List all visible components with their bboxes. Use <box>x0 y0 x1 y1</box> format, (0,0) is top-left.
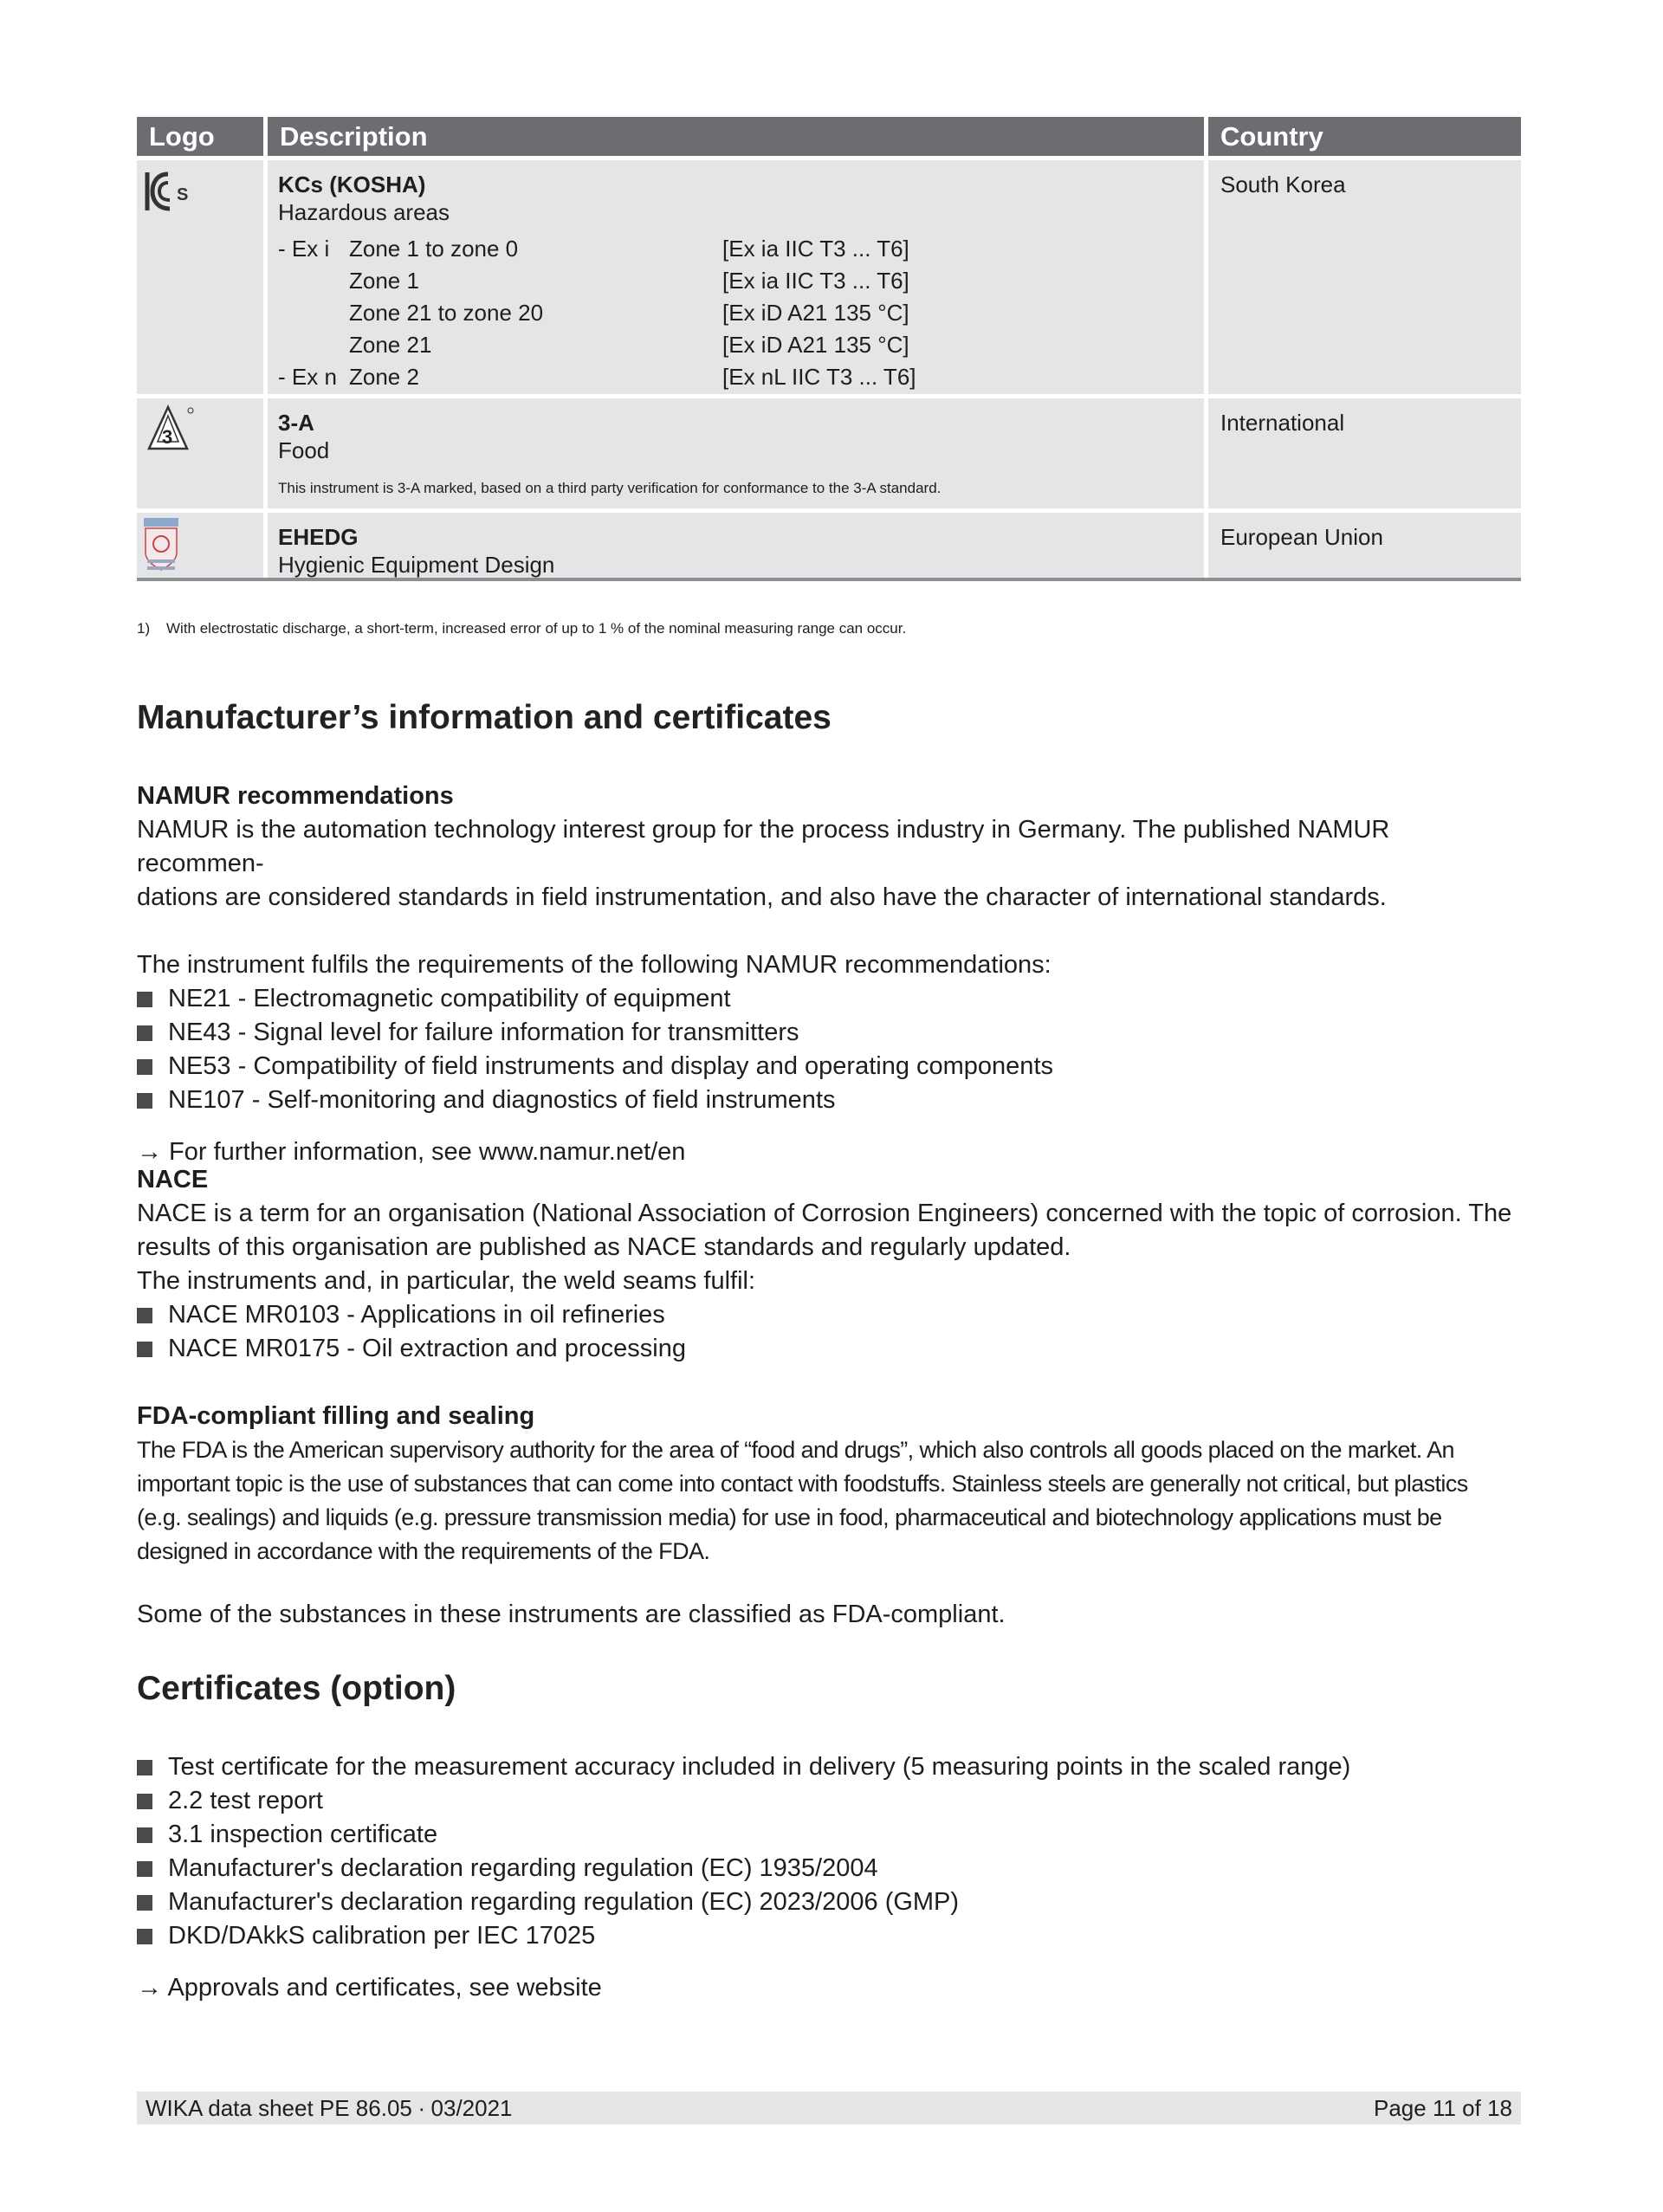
list-item <box>137 1298 1523 1332</box>
zone-protection: - Ex n <box>278 364 337 390</box>
country-name: South Korea <box>1220 171 1346 197</box>
fda-heading: FDA-compliant filling and sealing <box>137 1402 535 1430</box>
approval-note: This instrument is 3-A marked, based on a third party verification for conformance to the 3-A standard. <box>278 480 942 496</box>
zone-name: Zone 1 <box>349 268 419 294</box>
list-item <box>137 982 1523 1016</box>
list-item <box>137 1784 1523 1818</box>
namur-intro: The instrument fulfils the requirements of the following NAMUR recommendations: <box>137 951 1052 979</box>
svg-text:3: 3 <box>162 426 173 448</box>
list-item-text: DKD/DAkkS calibration per IEC 17025 <box>168 1922 596 1950</box>
3a-logo-icon <box>144 404 196 456</box>
zone-name: Zone 21 to zone 20 <box>349 300 544 326</box>
zone-list <box>278 233 1204 393</box>
country-cell <box>1208 398 1521 508</box>
zone-marking: [Ex iD A21 135 °C] <box>722 332 909 358</box>
fda-paragraph-line: designed in accordance with the requirements of the FDA. <box>137 1538 710 1564</box>
list-item-text: Manufacturer's declaration regarding regulation (EC) 2023/2006 (GMP) <box>168 1888 960 1916</box>
zone-name: Zone 21 <box>349 332 432 358</box>
description-cell <box>268 160 1204 394</box>
list-item <box>137 1016 1523 1050</box>
zone-protection <box>278 265 349 297</box>
table-header-row <box>137 117 1521 156</box>
list-item-text: Manufacturer's declaration regarding regulation (EC) 1935/2004 <box>168 1854 878 1882</box>
nace-heading: NACE <box>137 1166 209 1193</box>
list-item-text: Test certificate for the measurement accuracy included in delivery (5 measuring points in the scaled range) <box>168 1753 1351 1781</box>
zone-marking: [Ex ia IIC T3 ... T6] <box>722 268 909 294</box>
header-description: Description <box>268 117 1204 156</box>
bullet-square-icon <box>137 1059 152 1075</box>
list-item <box>137 1050 1523 1083</box>
list-item-text: NE107 - Self-monitoring and diagnostics of field instruments <box>168 1086 836 1114</box>
bullet-square-icon <box>137 992 152 1007</box>
list-item-text: 3.1 inspection certificate <box>168 1821 438 1848</box>
approval-title: EHEDG <box>278 524 359 550</box>
zone-marking: [Ex nL IIC T3 ... T6] <box>722 364 916 390</box>
footnote: 1) With electrostatic discharge, a short-term, increased error of up to 1 % of the nominal measuring range can occur. <box>137 620 907 637</box>
zone-marking: [Ex ia IIC T3 ... T6] <box>722 236 909 262</box>
zone-name: Zone 2 <box>349 364 419 390</box>
bullet-square-icon <box>137 1794 152 1809</box>
list-item-text: NE53 - Compatibility of field instruments and display and operating components <box>168 1052 1053 1080</box>
table-row <box>137 160 1521 394</box>
namur-link[interactable]: → For further information, see www.namur.net/en <box>137 1138 686 1166</box>
footer-document-id: WIKA data sheet PE 86.05 ∙ 03/2021 <box>146 2095 513 2121</box>
list-item <box>137 1818 1523 1852</box>
namur-paragraph-line: dations are considered standards in field instrumentation, and also have the character of international standards. <box>137 883 1387 911</box>
approvals-table <box>137 117 1521 579</box>
nace-paragraph-line: results of this organisation are published as NACE standards and regularly updated. <box>137 1233 1071 1261</box>
bullet-square-icon <box>137 1861 152 1877</box>
approval-title: 3-A <box>278 410 314 436</box>
country-name: European Union <box>1220 524 1383 550</box>
zone-row <box>278 233 1204 265</box>
fda-paragraph-line: The FDA is the American supervisory authority for the area of “food and drugs”, which also controls all goods placed on the market. An <box>137 1437 1454 1463</box>
list-item-text: NACE MR0103 - Applications in oil refineries <box>168 1301 665 1329</box>
country-cell <box>1208 513 1521 579</box>
list-item <box>137 1332 1523 1366</box>
bullet-square-icon <box>137 1308 152 1323</box>
namur-heading: NAMUR recommendations <box>137 782 454 810</box>
approval-subtitle: Hazardous areas <box>278 199 450 225</box>
footer-page-number: Page 11 of 18 <box>1374 2095 1512 2121</box>
nace-section <box>137 1163 1523 1366</box>
certificates-link[interactable]: → Approvals and certificates, see website <box>137 1974 602 2002</box>
bullet-square-icon <box>137 1025 152 1041</box>
bullet-square-icon <box>137 1827 152 1843</box>
zone-row <box>278 361 1204 393</box>
approval-title: KCs (KOSHA) <box>278 171 426 197</box>
fda-section <box>137 1400 1523 1632</box>
list-item-text: NE43 - Signal level for failure information for transmitters <box>168 1019 799 1046</box>
bullet-square-icon <box>137 1760 152 1775</box>
header-logo: Logo <box>137 117 263 156</box>
list-item-text: NE21 - Electromagnetic compatibility of equipment <box>168 985 731 1012</box>
list-item-text: NACE MR0175 - Oil extraction and processing <box>168 1335 686 1362</box>
zone-protection <box>278 329 349 361</box>
bullet-square-icon <box>137 1342 152 1357</box>
logo-cell <box>137 160 263 394</box>
approval-subtitle: Hygienic Equipment Design <box>278 552 555 578</box>
country-cell <box>1208 160 1521 394</box>
nace-paragraph-line: NACE is a term for an organisation (National Association of Corrosion Engineers) concerned with the topic of corrosion. The <box>137 1200 1512 1227</box>
logo-cell <box>137 398 263 508</box>
fda-paragraph: Some of the substances in these instruments are classified as FDA-compliant. <box>137 1601 1006 1628</box>
description-cell <box>268 398 1204 508</box>
fda-paragraph-line: important topic is the use of substances that can come into contact with foodstuffs. Stainless steels are generally not critical, but plastics <box>137 1471 1468 1497</box>
table-bottom-rule <box>137 578 1521 581</box>
zone-row <box>278 297 1204 329</box>
section-heading-manufacturer: Manufacturer’s information and certificates <box>137 699 832 736</box>
zone-name: Zone 1 to zone 0 <box>349 236 519 262</box>
list-item <box>137 1852 1523 1885</box>
country-name: International <box>1220 410 1345 436</box>
zone-protection: - Ex i <box>278 236 330 262</box>
list-item <box>137 1919 1523 1953</box>
section-heading-certificates: Certificates (option) <box>137 1670 456 1707</box>
kcs-logo-icon <box>142 167 194 219</box>
zone-protection <box>278 297 349 329</box>
ehedg-logo-icon <box>142 516 184 577</box>
svg-text:S: S <box>177 185 189 204</box>
zone-row <box>278 265 1204 297</box>
list-item <box>137 1083 1523 1117</box>
logo-cell <box>137 513 263 579</box>
bullet-square-icon <box>137 1093 152 1109</box>
fda-paragraph-line: (e.g. sealings) and liquids (e.g. pressure transmission media) for use in food, pharmaceutical and biotechnology applications must be <box>137 1504 1442 1530</box>
table-row <box>137 513 1521 579</box>
page-footer <box>137 2092 1521 2125</box>
description-cell <box>268 513 1204 579</box>
bullet-square-icon <box>137 1895 152 1911</box>
nace-paragraph-line: The instruments and, in particular, the weld seams fulfil: <box>137 1267 756 1295</box>
zone-marking: [Ex iD A21 135 °C] <box>722 300 909 326</box>
namur-paragraph-line: NAMUR is the automation technology interest group for the process industry in Germany. The published NAMUR recommen- <box>137 816 1390 877</box>
namur-section <box>137 779 1523 1169</box>
certificates-list <box>137 1750 1523 2005</box>
zone-row <box>278 329 1204 361</box>
bullet-square-icon <box>137 1929 152 1944</box>
table-row <box>137 398 1521 508</box>
list-item <box>137 1750 1523 1784</box>
list-item <box>137 1885 1523 1919</box>
header-country: Country <box>1208 117 1521 156</box>
approval-subtitle: Food <box>278 437 330 463</box>
list-item-text: 2.2 test report <box>168 1787 323 1814</box>
